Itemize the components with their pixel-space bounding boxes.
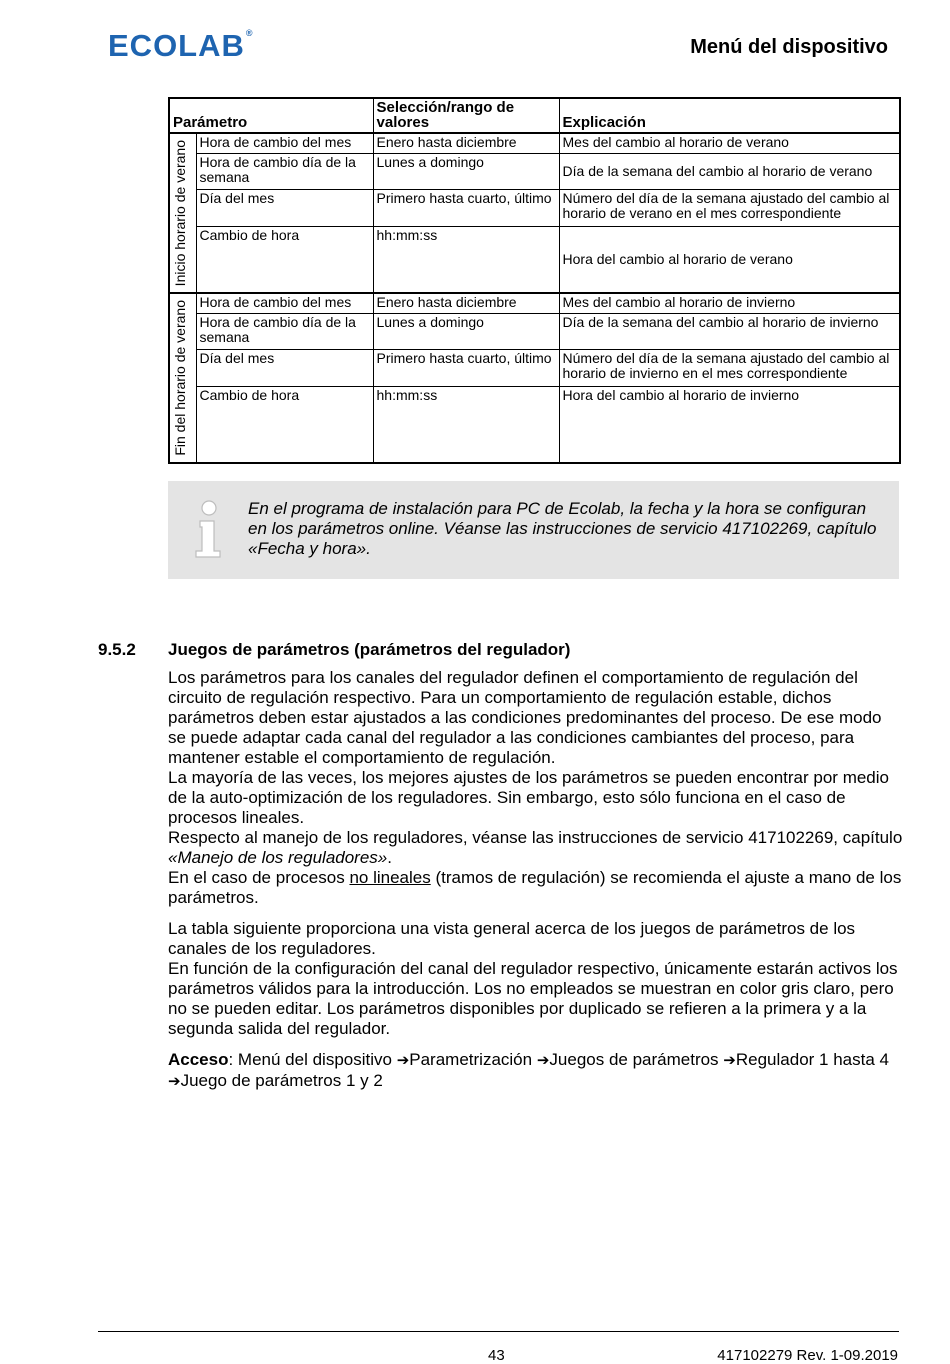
path-item: Juego de parámetros 1 y 2 <box>180 1071 383 1090</box>
text-span: Respecto al manejo de los reguladores, véanse las instrucciones de servicio 417102269, capítulo <box>168 828 903 847</box>
text-span: En el caso de procesos <box>168 868 350 887</box>
cell-explanation: Día de la semana del cambio al horario de invierno <box>559 313 900 349</box>
cell-range: hh:mm:ss <box>373 226 559 293</box>
section-title: Juegos de parámetros (parámetros del regulador) <box>168 640 571 659</box>
paragraph-intro <box>168 668 903 908</box>
cell-explanation: Mes del cambio al horario de verano <box>559 133 900 153</box>
page-number: 43 <box>488 1347 505 1364</box>
ecolab-logo <box>108 28 254 64</box>
path-item: Parametrización <box>409 1050 537 1069</box>
table-row <box>169 226 900 293</box>
document-revision: 417102279 Rev. 1-09.2019 <box>717 1347 898 1364</box>
path-item: : Menú del dispositivo <box>228 1050 397 1069</box>
cell-range: Lunes a domingo <box>373 153 559 189</box>
paragraph-text: La mayoría de las veces, los mejores ajustes de los parámetros se pueden encontrar por medio de la auto-optimización de los reguladores. Sin embargo, esto sólo funciona en el caso de procesos lineales. <box>168 768 889 827</box>
text-span: (tramos de regulación) se recomienda el ajuste a mano de los parámetros. <box>168 868 902 907</box>
table-row <box>169 153 900 189</box>
table-row <box>169 293 900 313</box>
access-label: Acceso <box>168 1050 229 1069</box>
paragraph-text <box>168 868 903 908</box>
group-label-fin <box>169 293 196 463</box>
table-row <box>169 190 900 226</box>
path-item: Regulador 1 hasta 4 <box>735 1050 889 1069</box>
page-header-title: Menú del dispositivo <box>690 36 888 58</box>
cell-param: Hora de cambio día de la semana <box>196 313 373 349</box>
access-path <box>168 1050 903 1092</box>
paragraph-text: En función de la configuración del canal del regulador respectivo, únicamente estarán activos los parámetros válidos para la introducción. Los no empleados se muestran en color gris claro, pero no se pueden editar. Los parámetros disponibles por duplicado se refieren a la primera y a la segunda salida del regulador. <box>168 959 898 1038</box>
cell-param: Hora de cambio del mes <box>196 293 373 313</box>
text-span: . <box>387 848 392 867</box>
no-lineales-link[interactable]: no lineales <box>349 868 431 887</box>
cell-param: Cambio de hora <box>196 386 373 463</box>
header-explicacion: Explicación <box>559 98 900 133</box>
cell-explanation: Mes del cambio al horario de invierno <box>559 293 900 313</box>
info-icon <box>192 499 226 559</box>
cell-explanation: Hora del cambio al horario de verano <box>559 226 900 293</box>
cell-range: hh:mm:ss <box>373 386 559 463</box>
info-note <box>168 481 899 579</box>
cell-range: Enero hasta diciembre <box>373 133 559 153</box>
table-row <box>169 386 900 463</box>
table-row <box>169 350 900 386</box>
arrow-right-icon: ➔ <box>168 1073 181 1090</box>
cell-param: Día del mes <box>196 350 373 386</box>
cell-range: Primero hasta cuarto, último <box>373 350 559 386</box>
path-item: Juegos de parámetros <box>549 1050 724 1069</box>
section-number: 9.5.2 <box>98 640 136 659</box>
paragraph-table-overview <box>168 919 903 1039</box>
info-text: En el programa de instalación para PC de Ecolab, la fecha y la hora se configuran en los parámetros online. Véanse las instrucciones de servicio 417102269, capítulo «Fecha y hora». <box>248 499 877 558</box>
group-label-text: Inicio horario de verano <box>171 139 188 287</box>
paragraph-text: Los parámetros para los canales del regulador definen el comportamiento de regulación del circuito de regulación respectivo. Para un comportamiento de regulación estable, dichos parámetros deben estar ajustados a las condiciones predominantes del proceso. De ese modo se puede adaptar cada canal del regulador a las condiciones cambiantes del proceso, para mantener estable el comportamiento de regulación. <box>168 668 882 767</box>
arrow-right-icon: ➔ <box>723 1052 736 1069</box>
cell-explanation: Hora del cambio al horario de invierno <box>559 386 900 463</box>
logo-text: ECOLAB <box>108 28 245 63</box>
arrow-right-icon: ➔ <box>536 1052 550 1069</box>
footer-divider <box>98 1331 899 1332</box>
logo-registered-mark: ® <box>245 28 254 38</box>
chapter-reference: «Manejo de los reguladores» <box>168 848 388 867</box>
cell-range: Enero hasta diciembre <box>373 293 559 313</box>
parameter-table <box>168 97 901 464</box>
cell-param: Día del mes <box>196 190 373 226</box>
cell-param: Cambio de hora <box>196 226 373 293</box>
group-label-inicio <box>169 133 196 293</box>
table-row <box>169 313 900 349</box>
group-label-text: Fin del horario de verano <box>171 300 188 456</box>
paragraph-text: La tabla siguiente proporciona una vista general acerca de los juegos de parámetros de los canales de los reguladores. <box>168 919 856 958</box>
cell-explanation: Día de la semana del cambio al horario de verano <box>559 153 900 189</box>
cell-explanation: Número del día de la semana ajustado del cambio al horario de invierno en el mes correspondiente <box>559 350 900 386</box>
cell-range: Lunes a domingo <box>373 313 559 349</box>
header-seleccion: Selección/rango de valores <box>373 98 559 133</box>
table-row <box>169 133 900 153</box>
cell-param: Hora de cambio día de la semana <box>196 153 373 189</box>
arrow-right-icon: ➔ <box>396 1052 410 1069</box>
cell-param: Hora de cambio del mes <box>196 133 373 153</box>
paragraph-text <box>168 828 903 868</box>
cell-range: Primero hasta cuarto, último <box>373 190 559 226</box>
cell-explanation: Número del día de la semana ajustado del cambio al horario de verano en el mes correspondiente <box>559 190 900 226</box>
header-parametro: Parámetro <box>169 98 373 133</box>
table-header-row <box>169 98 900 133</box>
